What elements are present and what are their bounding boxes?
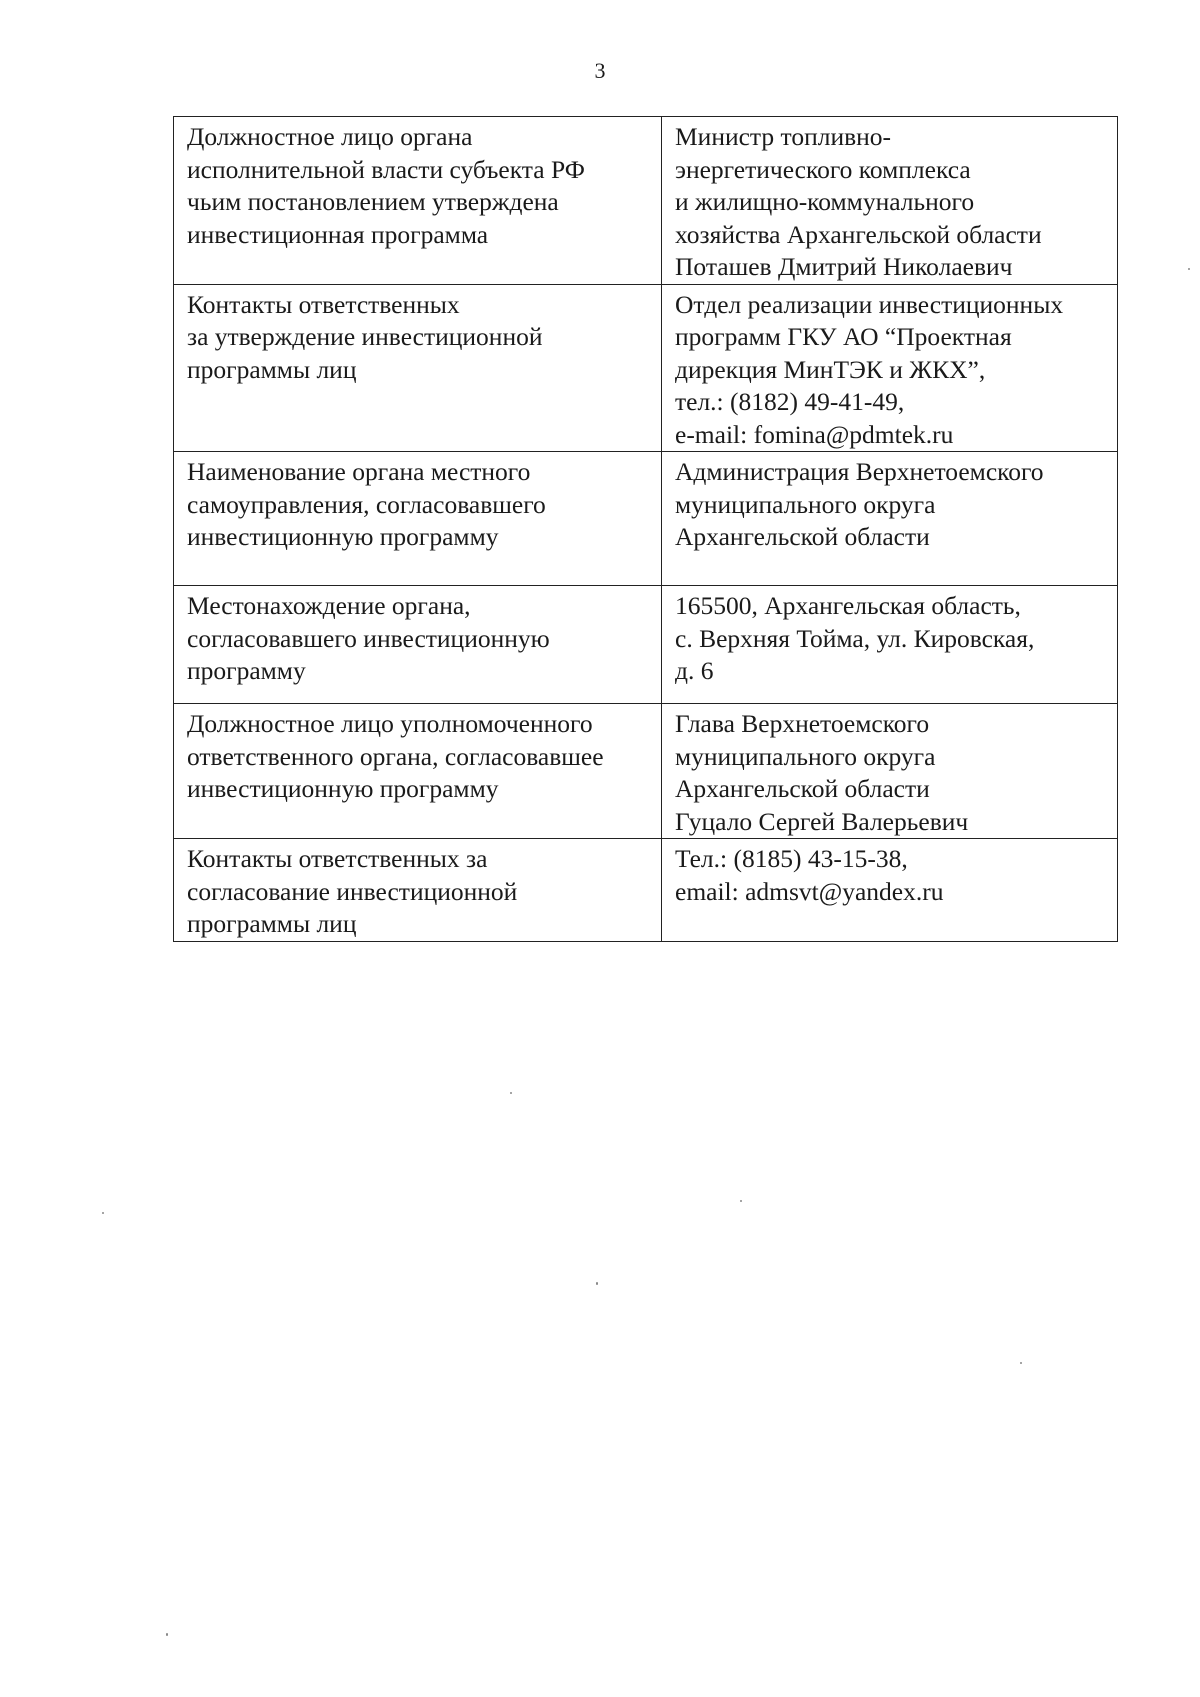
scan-speck — [596, 1282, 598, 1285]
row-value: Глава Верхнетоемского муниципального округа Архангельской области Гуцало Сергей Валерьевич — [662, 704, 1118, 839]
row-label: Должностное лицо уполномоченного ответственного органа, согласовавшее инвестиционную программу — [174, 704, 662, 839]
row-value: Министр топливно- энергетического комплекса и жилищно-коммунального хозяйства Архангельской области Поташев Дмитрий Николаевич — [662, 117, 1118, 285]
table-row — [174, 586, 1118, 704]
row-label: Наименование органа местного самоуправления, согласовавшего инвестиционную программу — [174, 452, 662, 586]
row-value: 165500, Архангельская область, с. Верхняя Тойма, ул. Кировская, д. 6 — [662, 586, 1118, 704]
page-number: 3 — [594, 58, 606, 83]
row-value: Отдел реализации инвестиционных программ ГКУ АО “Проектная дирекция МинТЭК и ЖКХ”, тел.: (8182) 49-41-49, e-mail: fomina@pdmtek.ru — [662, 284, 1118, 452]
scan-speck — [740, 1200, 742, 1202]
table-row — [174, 704, 1118, 839]
table-row — [174, 839, 1118, 942]
scan-speck — [1020, 1362, 1022, 1364]
table-row — [174, 284, 1118, 452]
row-label: Местонахождение органа, согласовавшего инвестиционную программу — [174, 586, 662, 704]
row-value: Администрация Верхнетоемского муниципального округа Архангельской области — [662, 452, 1118, 586]
table-row — [174, 452, 1118, 586]
row-label: Контакты ответственных за согласование инвестиционной программы лиц — [174, 839, 662, 942]
row-value: Тел.: (8185) 43-15-38, email: admsvt@yandex.ru — [662, 839, 1118, 942]
scan-speck — [1188, 268, 1190, 270]
row-label: Контакты ответственных за утверждение инвестиционной программы лиц — [174, 284, 662, 452]
table-row — [174, 117, 1118, 285]
investment-program-info-table — [173, 116, 1118, 942]
scan-speck — [102, 1212, 104, 1214]
row-label: Должностное лицо органа исполнительной власти субъекта РФ чьим постановлением утверждена инвестиционная программа — [174, 117, 662, 285]
scan-speck — [166, 1633, 168, 1636]
scan-speck — [510, 1092, 512, 1094]
